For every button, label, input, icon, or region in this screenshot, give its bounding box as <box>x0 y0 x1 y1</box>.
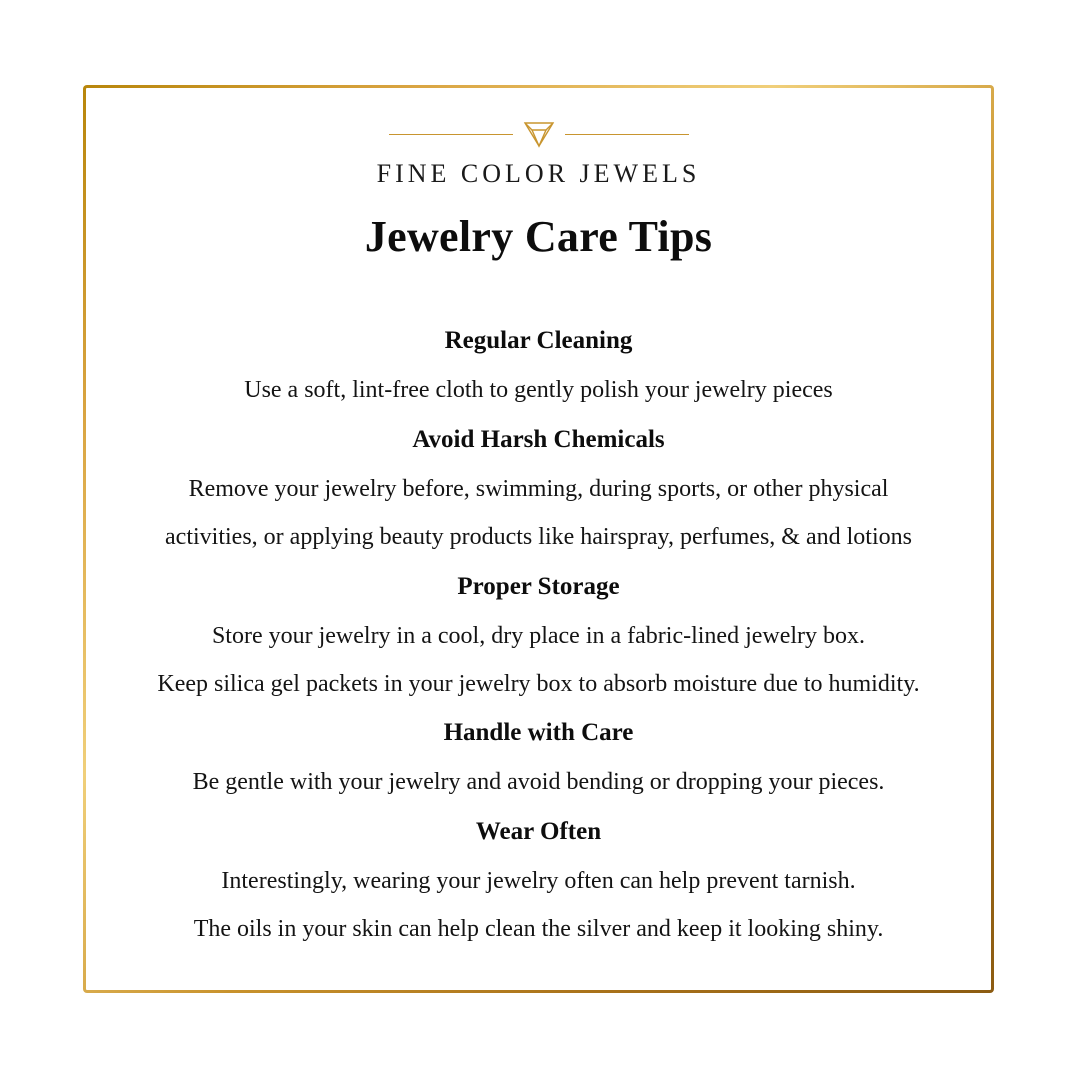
tip-heading: Proper Storage <box>457 572 620 600</box>
tip-section-wear-often <box>123 796 954 943</box>
tip-line: Interestingly, wearing your jewelry often can help prevent tarnish. <box>221 867 856 894</box>
page-title: Jewelry Care Tips <box>364 212 713 261</box>
tip-section-handle-with-care <box>123 697 954 795</box>
tip-line: Be gentle with your jewelry and avoid bending or dropping your pieces. <box>192 769 885 796</box>
brand-mark <box>389 113 689 155</box>
brand-logo <box>123 113 954 189</box>
tip-line: Remove your jewelry before, swimming, during sports, or other physical <box>188 475 889 502</box>
brand-rule-left <box>389 134 513 135</box>
tip-heading: Wear Often <box>475 817 602 845</box>
brand-name: FINE COLOR JEWELS <box>376 159 701 188</box>
brand-rule-right <box>565 134 689 135</box>
gem-icon <box>519 117 559 151</box>
tip-section-proper-storage <box>123 551 954 698</box>
tip-line: Store your jewelry in a cool, dry place in a fabric-lined jewelry box. <box>211 622 866 649</box>
tip-heading: Handle with Care <box>443 719 634 747</box>
tip-line: The oils in your skin can help clean the silver and keep it looking shiny. <box>193 916 884 943</box>
poster-content <box>83 85 994 993</box>
tip-line: Use a soft, lint-free cloth to gently polish your jewelry pieces <box>244 377 833 404</box>
tips-list <box>123 305 954 942</box>
tip-line: activities, or applying beauty products like hairspray, perfumes, & and lotions <box>165 524 912 551</box>
tip-line: Keep silica gel packets in your jewelry box to absorb moisture due to humidity. <box>157 671 920 698</box>
tip-section-avoid-harsh-chemicals <box>123 404 954 551</box>
tip-section-regular-cleaning <box>123 305 954 403</box>
tip-heading: Regular Cleaning <box>444 327 633 355</box>
tip-heading: Avoid Harsh Chemicals <box>412 425 665 453</box>
